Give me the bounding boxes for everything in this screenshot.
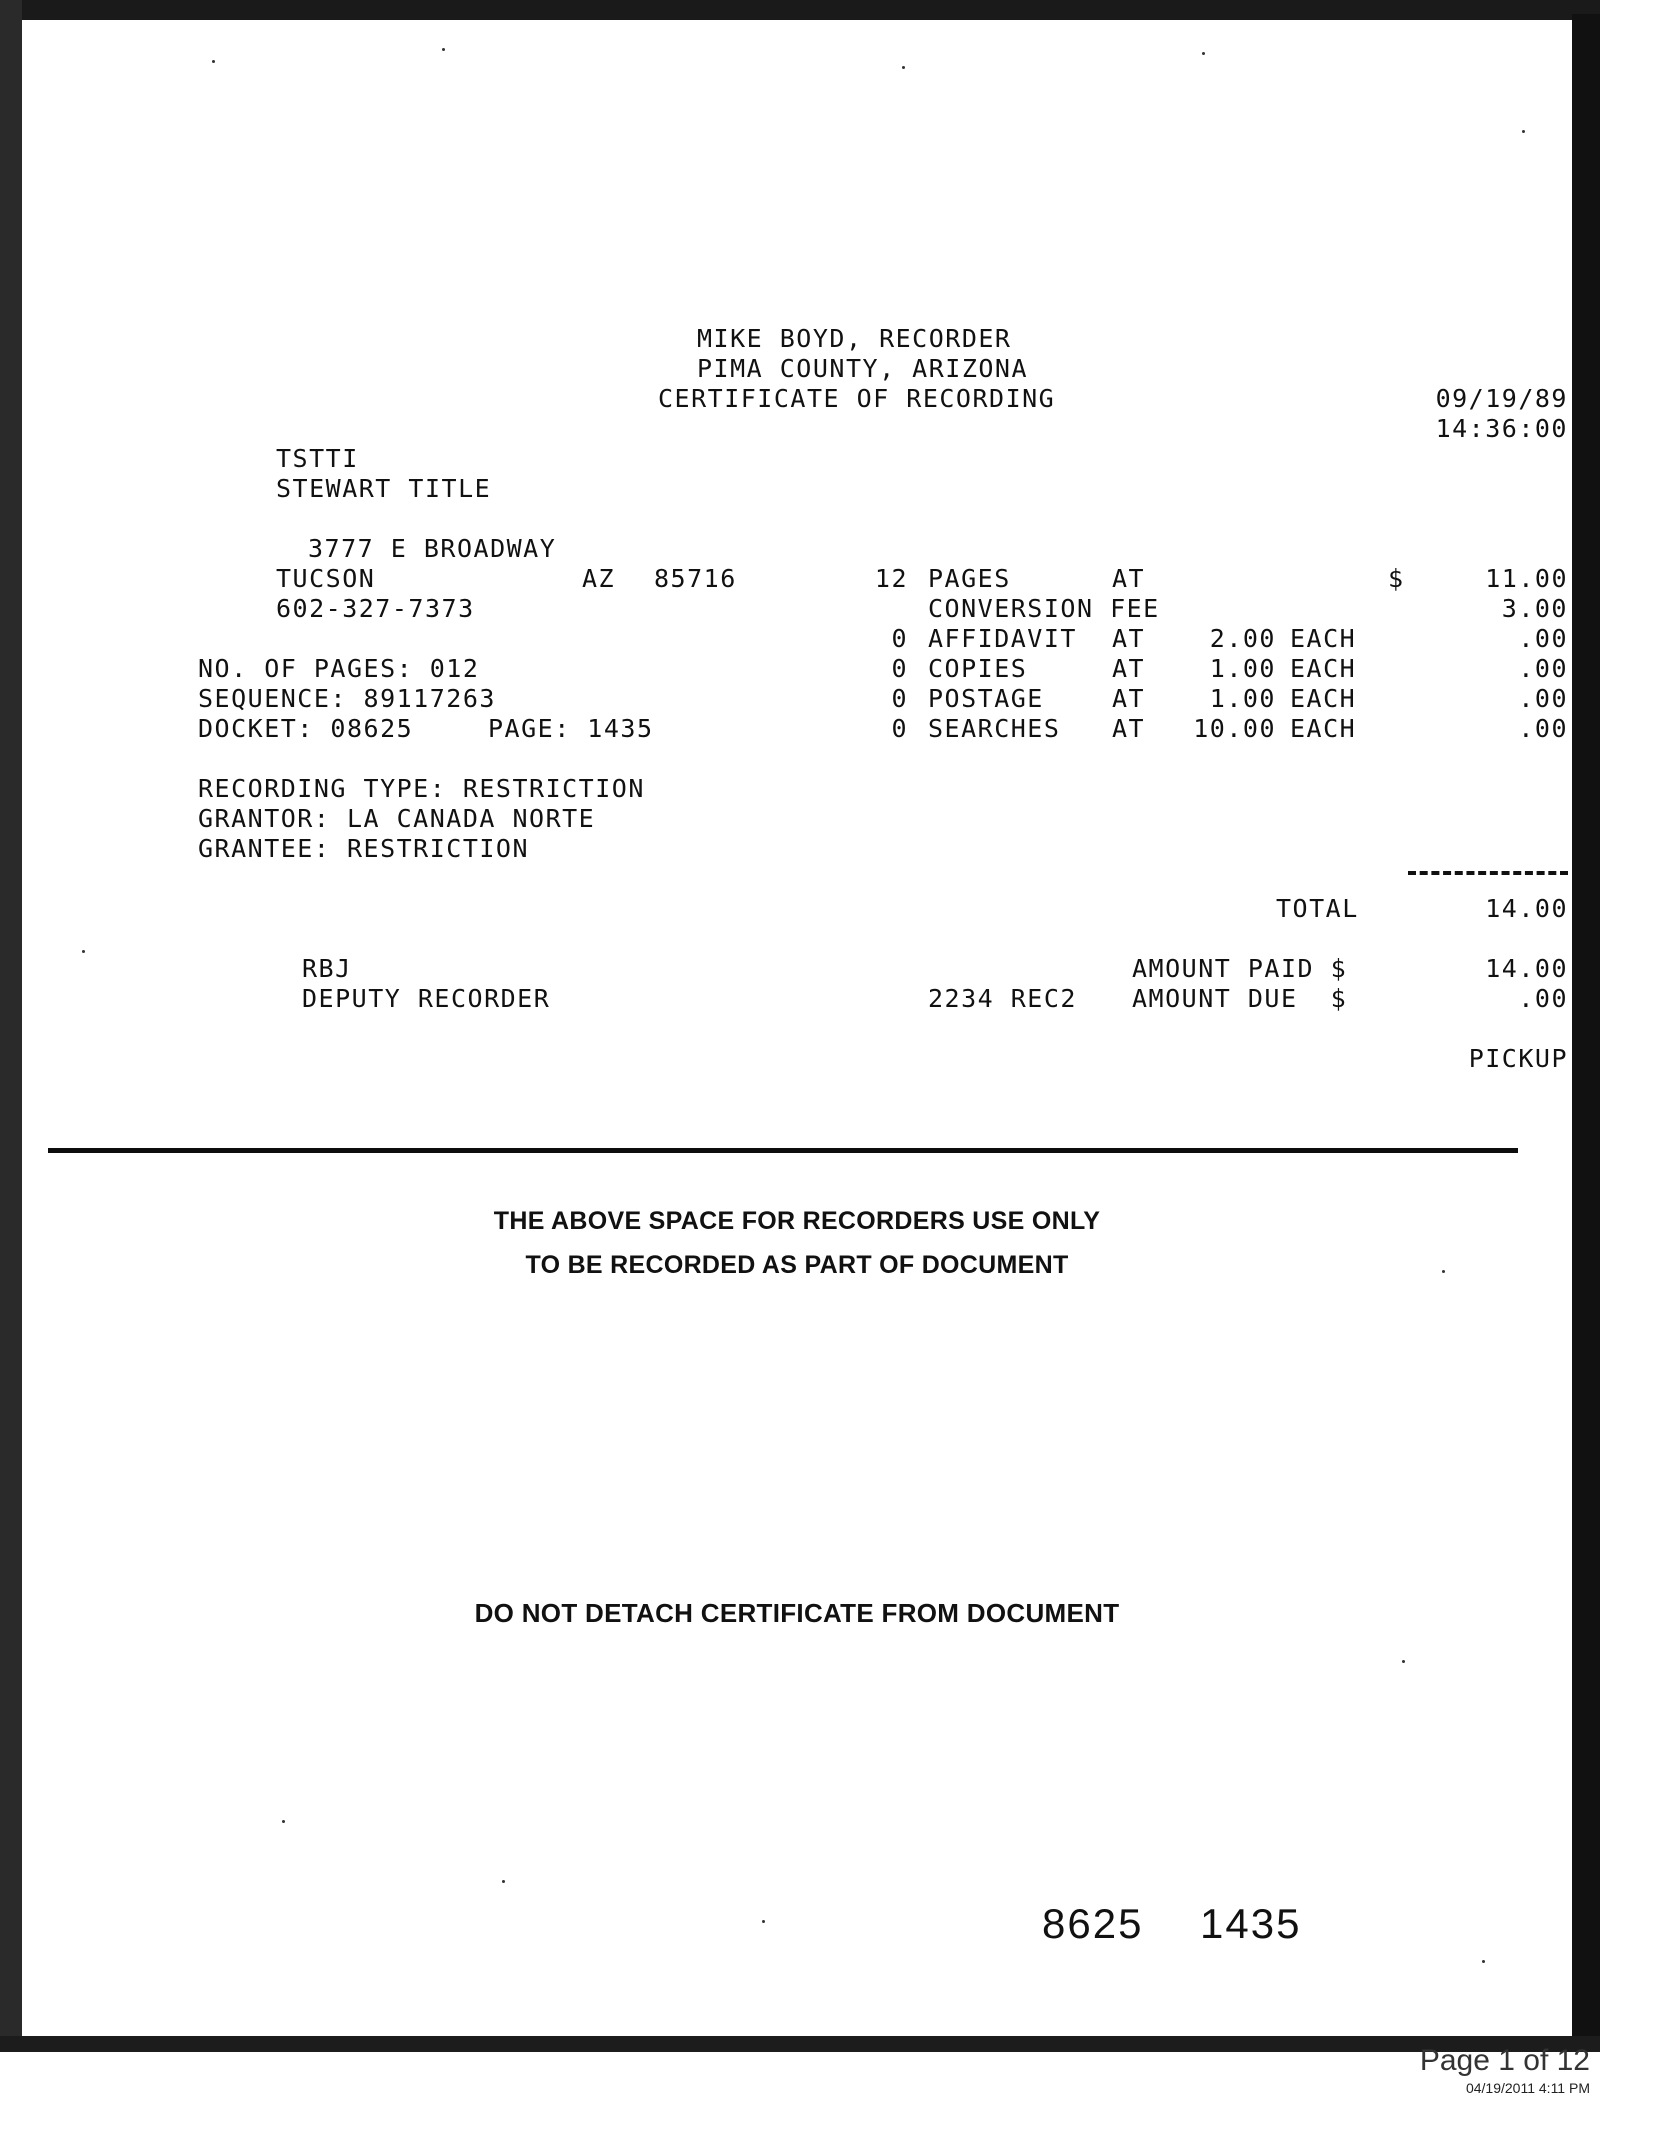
fee-rate: 2.00 <box>1209 624 1276 653</box>
scan-speck <box>212 60 215 63</box>
addressee-state: AZ <box>582 564 616 593</box>
amount-paid-label: AMOUNT PAID $ <box>1132 954 1348 983</box>
total-label: TOTAL <box>1276 894 1359 923</box>
grantee: GRANTEE: RESTRICTION <box>198 834 530 863</box>
scan-speck <box>82 950 85 953</box>
scan-speck <box>1442 1270 1445 1273</box>
scan-speck <box>502 1880 505 1883</box>
do-not-detach-notice: DO NOT DETACH CERTIFICATE FROM DOCUMENT <box>474 1598 1120 1628</box>
deputy-title: DEPUTY RECORDER <box>302 984 551 1013</box>
fee-at: AT <box>1112 564 1146 593</box>
fee-qty: 0 <box>891 654 908 683</box>
amount-due-label: AMOUNT DUE $ <box>1132 984 1348 1013</box>
fee-item: COPIES <box>928 654 1028 683</box>
scan-speck <box>1482 1960 1485 1963</box>
page-stamp: 1435 <box>1200 1900 1302 1947</box>
docket-stamp: 8625 <box>1042 1900 1144 1947</box>
scan-speck <box>1202 52 1205 55</box>
fee-at: AT <box>1112 624 1146 653</box>
recording-type: RECORDING TYPE: RESTRICTION <box>198 774 645 803</box>
scan-border-top <box>0 0 1600 20</box>
fee-qty: 0 <box>891 684 908 713</box>
fee-qty: 0 <box>891 714 908 743</box>
fee-qty: 0 <box>891 624 908 653</box>
addressee-city: TUCSON <box>276 564 376 593</box>
number-of-pages: NO. OF PAGES: 012 <box>198 654 480 683</box>
fee-amount: 11.00 <box>1485 564 1568 593</box>
fee-at: AT <box>1112 684 1146 713</box>
scan-speck <box>1402 1660 1405 1663</box>
document-page <box>22 20 1572 2036</box>
recording-time: 14:36:00 <box>1435 414 1568 443</box>
station-code: 2234 REC2 <box>928 984 1077 1013</box>
fee-each: EACH <box>1290 624 1357 653</box>
scan-speck <box>442 48 445 51</box>
certificate-title: CERTIFICATE OF RECORDING <box>658 384 1056 413</box>
addressee-street: 3777 E BROADWAY <box>308 534 557 563</box>
fee-at: AT <box>1112 654 1146 683</box>
fee-rate: 10.00 <box>1193 714 1276 743</box>
addressee-phone: 602-327-7373 <box>276 594 475 623</box>
fee-each: EACH <box>1290 714 1357 743</box>
recorder-name: MIKE BOYD, RECORDER <box>697 324 1012 353</box>
fee-qty: 12 <box>874 564 908 593</box>
grantor: GRANTOR: LA CANADA NORTE <box>198 804 596 833</box>
fee-amount: .00 <box>1518 684 1568 713</box>
fee-amount: .00 <box>1518 624 1568 653</box>
fee-rate: 1.00 <box>1209 654 1276 683</box>
scan-speck <box>762 1920 765 1923</box>
page-number: PAGE: 1435 <box>488 714 654 743</box>
page-counter: Page 1 of 12 <box>1419 2044 1590 2077</box>
print-timestamp: 04/19/2011 4:11 PM <box>1465 2080 1590 2096</box>
fee-amount: .00 <box>1518 714 1568 743</box>
delivery-method: PICKUP <box>1468 1044 1568 1073</box>
scan-border-right <box>1572 14 1600 2050</box>
total-divider <box>1408 871 1568 875</box>
amount-paid: 14.00 <box>1485 954 1568 983</box>
deputy-initials: RBJ <box>302 954 352 983</box>
fee-item: POSTAGE <box>928 684 1044 713</box>
fee-item: PAGES <box>928 564 1011 593</box>
amount-due: .00 <box>1518 984 1568 1013</box>
addressee-zip: 85716 <box>654 564 737 593</box>
addressee-code: TSTTI <box>276 444 359 473</box>
fee-dollar: $ <box>1388 564 1405 593</box>
section-divider <box>48 1148 1518 1153</box>
fee-at: AT <box>1112 714 1146 743</box>
scan-speck <box>1522 130 1525 133</box>
addressee-name: STEWART TITLE <box>276 474 492 503</box>
fee-amount: 3.00 <box>1501 594 1568 623</box>
fee-amount: .00 <box>1518 654 1568 683</box>
fee-each: EACH <box>1290 684 1357 713</box>
fee-item: AFFIDAVIT <box>928 624 1077 653</box>
docket-number: DOCKET: 08625 <box>198 714 414 743</box>
fee-item: CONVERSION FEE <box>928 594 1160 623</box>
fee-each: EACH <box>1290 654 1357 683</box>
recorders-use-notice: THE ABOVE SPACE FOR RECORDERS USE ONLY <box>493 1207 1101 1235</box>
scan-speck <box>282 1820 285 1823</box>
record-as-part-notice: TO BE RECORDED AS PART OF DOCUMENT <box>525 1251 1069 1279</box>
recording-date: 09/19/89 <box>1435 384 1568 413</box>
sequence-number: SEQUENCE: 89117263 <box>198 684 496 713</box>
county-name: PIMA COUNTY, ARIZONA <box>697 354 1029 383</box>
total-amount: 14.00 <box>1485 894 1568 923</box>
fee-rate: 1.00 <box>1209 684 1276 713</box>
scan-border-left <box>0 0 22 2052</box>
scan-border-bottom <box>0 2036 1600 2052</box>
fee-item: SEARCHES <box>928 714 1061 743</box>
scan-speck <box>902 66 905 69</box>
